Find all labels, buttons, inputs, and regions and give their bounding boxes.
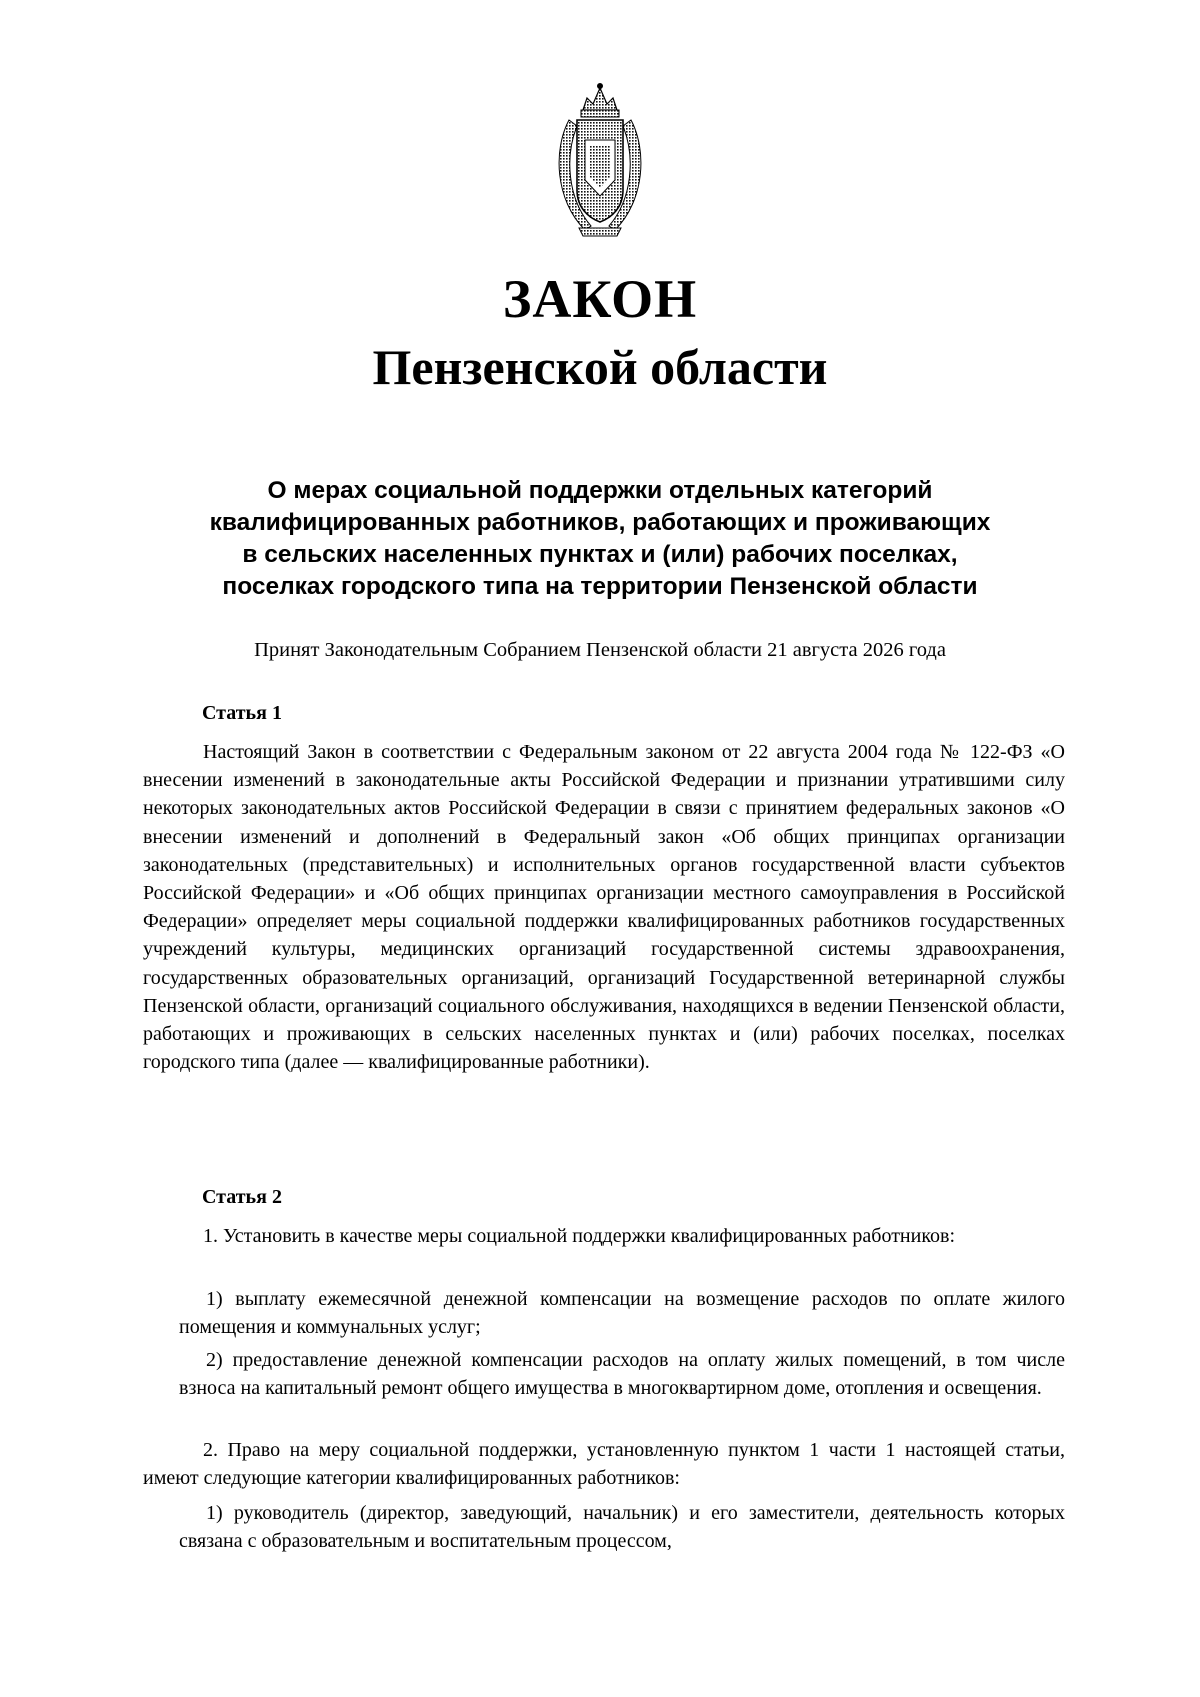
- article-1-heading: Статья 1: [202, 702, 282, 724]
- law-region: Пензенской области: [372, 339, 828, 395]
- law-subject-line: квалифицированных работников, работающих и проживающих: [209, 509, 991, 536]
- article-2-point-2: 2. Право на меру социальной поддержки, установленную пунктом 1 части 1 настоящей статьи, имеют следующие категории квалифицированных работников:: [143, 1439, 1065, 1490]
- law-subject-line: поселках городского типа на территории Пензенской области: [222, 573, 978, 600]
- article-2-point-2-item-1: 1) руководитель (директор, заведующий, начальник) и его заместители, деятельность которых связана с образовательным и воспитательным процессом,: [179, 1502, 1065, 1553]
- law-title: ЗАКОН: [502, 269, 698, 329]
- law-subject: [120, 475, 1080, 603]
- coat-of-arms-emblem: [545, 80, 655, 240]
- adoption-note: Принят Законодательным Собранием Пензенской области 21 августа 2026 года: [254, 639, 946, 661]
- article-2-heading: Статья 2: [202, 1186, 282, 1208]
- law-subject-line: О мерах социальной поддержки отдельных категорий: [267, 477, 933, 504]
- article-1-text: Настоящий Закон в соответствии с Федеральным законом от 22 августа 2004 года № 122-ФЗ «О внесении изменений в законодательные акты Российской Федерации и признании утратившими силу некоторых законодательных актов Российской Федерации в связи с принятием федеральных законов «О внесении изменений и дополнений в Федеральный закон «Об общих принципах организации законодательных (представительных) и исполнительных органов государственной власти субъектов Российской Федерации» и «Об общих принципах организации местного самоуправления в Российской Федерации» определяет меры социальной поддержки квалифицированных работников государственных учреждений культуры, медицинских организаций государственной системы здравоохранения, государственных образовательных организаций, организаций Государственной ветеринарной службы Пензенской области, организаций социального обслуживания, находящихся в ведении Пензенской области, работающих и проживающих в сельских населенных пунктах и (или) рабочих поселках, поселках городского типа (далее — квалифицированные работники).: [143, 741, 1065, 1074]
- article-2-point-1-item-2: 2) предоставление денежной компенсации расходов на оплату жилых помещений, в том числе взноса на капитальный ремонт общего имущества в многоквартирном доме, отопления и освещения.: [179, 1349, 1065, 1400]
- article-2-point-1: 1. Установить в качестве меры социальной поддержки квалифицированных работников:: [203, 1225, 956, 1247]
- article-2-point-1-item-1: 1) выплату ежемесячной денежной компенсации на возмещение расходов по оплате жилого помещения и коммунальных услуг;: [179, 1288, 1065, 1339]
- law-subject-line: в сельских населенных пунктах и (или) рабочих поселках,: [242, 541, 958, 568]
